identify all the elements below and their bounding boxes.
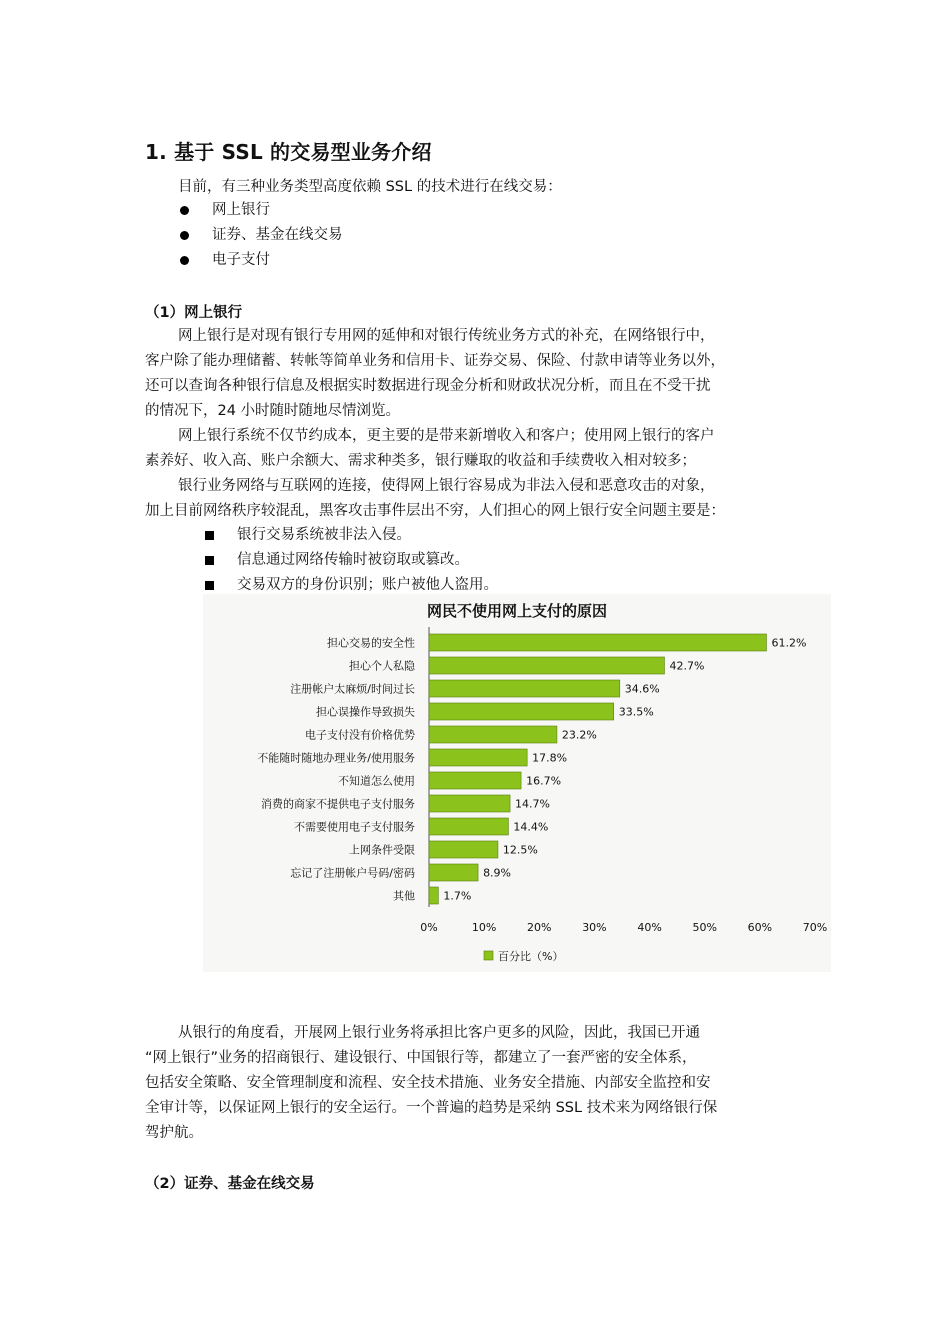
list-item: 银行交易系统被非法入侵。 — [203, 523, 498, 548]
data-label: 16.7% — [526, 774, 562, 788]
x-tick-label: 20% — [527, 921, 552, 934]
data-label: 34.6% — [624, 682, 660, 696]
bar-5 — [429, 749, 527, 766]
x-tick-label: 10% — [471, 921, 497, 934]
bullet-square-icon — [205, 581, 214, 590]
bullet-square-icon — [205, 556, 214, 565]
x-tick-label: 50% — [692, 921, 717, 934]
legend-label: 百分比（%） — [498, 950, 564, 963]
category-label: 上网条件受限 — [349, 843, 415, 857]
section-heading: 1. 基于 SSL 的交易型业务介绍 — [145, 140, 432, 164]
bar-1 — [429, 657, 664, 674]
subheading-online-banking: （1）网上银行 — [145, 305, 243, 321]
x-tick-label: 60% — [747, 921, 773, 934]
paragraph-online-banking-intro: 网上银行是对现有银行专用网的延伸和对银行传统业务方式的补充，在网络银行中， 客户除了能办理储蓄、转帐等简单业务和信用卡、证券交易、保险、付款申请等业务以外， 还可以查询各种银行信息及根据实时数据进行现金分析和财政状况分析，而且在不受干扰 的情况下，24 小时随时随地尽情浏览。 — [145, 328, 725, 419]
data-label: 61.2% — [771, 636, 807, 650]
category-label: 不能随时随地办理业务/使用服务 — [257, 751, 415, 765]
list-item: 信息通过网络传输时被窃取或篡改。 — [203, 548, 498, 573]
data-label: 14.7% — [515, 797, 551, 811]
data-label: 17.8% — [532, 751, 568, 765]
list-item: 交易双方的身份识别；账户被他人盗用。 — [203, 573, 498, 598]
category-label: 消费的商家不提供电子支付服务 — [261, 797, 415, 811]
category-label: 注册帐户太麻烦/时间过长 — [290, 682, 415, 696]
bar-8 — [429, 818, 508, 835]
category-label: 其他 — [393, 889, 415, 903]
chart-title: 网民不使用网上支付的原因 — [426, 602, 608, 620]
list-item: 网上银行 — [178, 198, 343, 223]
bar-chart — [203, 594, 831, 972]
chart-figure — [203, 594, 831, 972]
category-label: 担心交易的安全性 — [327, 636, 415, 650]
data-label: 14.4% — [513, 820, 549, 834]
category-label: 不需要使用电子支付服务 — [294, 820, 415, 834]
bullet-dot-icon — [180, 231, 189, 240]
subheading-securities-trading: （2）证券、基金在线交易 — [145, 1176, 315, 1192]
data-label: 33.5% — [618, 705, 654, 719]
data-label: 12.5% — [502, 843, 538, 857]
x-tick-label: 30% — [582, 921, 607, 934]
category-label: 电子支付没有价格优势 — [305, 728, 415, 742]
category-label: 忘记了注册帐户号码/密码 — [290, 866, 415, 880]
security-concern-list — [203, 523, 498, 598]
bar-2 — [429, 680, 620, 697]
category-label: 担心误操作导致损失 — [316, 705, 415, 719]
bullet-dot-icon — [180, 256, 189, 265]
list-item: 证券、基金在线交易 — [178, 223, 343, 248]
bar-4 — [429, 726, 557, 743]
bar-6 — [429, 772, 521, 789]
bar-3 — [429, 703, 614, 720]
bullet-dot-icon — [180, 206, 189, 215]
data-label: 1.7% — [443, 889, 472, 903]
data-label: 42.7% — [669, 659, 705, 673]
bullet-square-icon — [205, 531, 214, 540]
bar-9 — [429, 841, 498, 858]
legend-swatch — [484, 951, 493, 960]
business-type-list — [178, 198, 343, 273]
paragraph-online-banking-benefits: 网上银行系统不仅节约成本，更主要的是带来新增收入和客户；使用网上银行的客户 素养好、收入高、账户余额大、需求种类多，银行赚取的收益和手续费收入相对较多； — [145, 428, 715, 469]
x-tick-label: 0% — [420, 921, 438, 934]
category-label: 担心个人私隐 — [349, 659, 415, 673]
bar-7 — [429, 795, 510, 812]
paragraph-online-banking-risks: 银行业务网络与互联网的连接，使得网上银行容易成为非法入侵和恶意攻击的对象， 加上目前网络秩序较混乱，黑客攻击事件层出不穷，人们担心的网上银行安全问题主要是： — [145, 478, 725, 519]
bar-10 — [429, 864, 478, 881]
intro-paragraph: 目前，有三种业务类型高度依赖 SSL 的技术进行在线交易： — [178, 179, 562, 195]
paragraph-bank-perspective: 从银行的角度看，开展网上银行业务将承担比客户更多的风险，因此，我国已开通 “网上银行”业务的招商银行、建设银行、中国银行等，都建立了一套严密的安全体系， 包括安全策略、安全管理制度和流程、安全技术措施、业务安全措施、内部安全监控和安 全审计等，以保证网上银行的安全运行。一个普遍的趋势是采纳 SSL 技术来为网络银行保 驾护航。 — [145, 1025, 718, 1141]
x-tick-label: 70% — [802, 921, 828, 934]
bar-0 — [429, 634, 766, 651]
data-label: 8.9% — [483, 866, 512, 880]
bar-11 — [429, 887, 438, 904]
category-label: 不知道怎么使用 — [338, 774, 415, 788]
list-item: 电子支付 — [178, 248, 343, 273]
data-label: 23.2% — [561, 728, 597, 742]
x-tick-label: 40% — [637, 921, 662, 934]
